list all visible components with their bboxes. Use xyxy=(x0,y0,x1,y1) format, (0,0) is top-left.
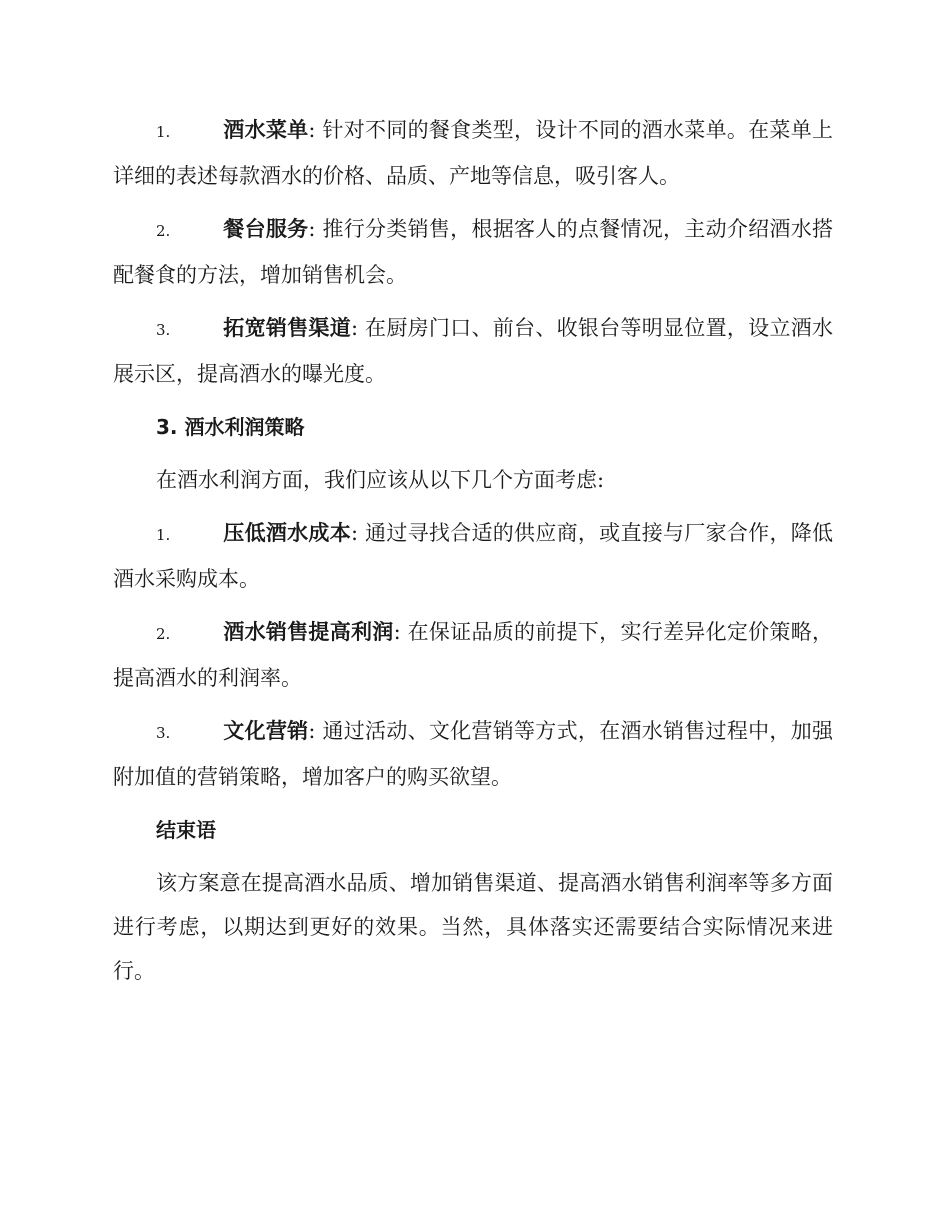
list-colon: : xyxy=(351,521,359,545)
list-text: 在厨房门口、前台、收银台等明显位置，设立酒水展示区，提高酒水的曝光度。 xyxy=(113,316,834,386)
list-item xyxy=(113,511,833,601)
list-item xyxy=(113,108,833,198)
list-term: 酒水菜单 xyxy=(223,118,309,142)
list-term: 文化营销 xyxy=(223,719,309,743)
list-colon: : xyxy=(308,118,316,142)
list-term: 酒水销售提高利润 xyxy=(223,620,394,644)
conclusion-text: 该方案意在提高酒水品质、增加销售渠道、提高酒水销售利润率等多方面进行考虑，以期达到更好的效果。当然，具体落实还需要结合实际情况来进行。 xyxy=(113,871,833,983)
list-text: 推行分类销售，根据客人的点餐情况，主动介绍酒水搭配餐食的方法，增加销售机会。 xyxy=(113,217,833,287)
list-item xyxy=(113,610,833,700)
list-item xyxy=(113,306,833,396)
list-text: 在保证品质的前提下，实行差异化定价策略，提高酒水的利润率。 xyxy=(113,620,834,690)
list-colon: : xyxy=(308,719,316,743)
list-number: 3. xyxy=(156,724,171,742)
section-intro: 在酒水利润方面，我们应该从以下几个方面考虑: xyxy=(156,468,605,492)
list-text: 针对不同的餐食类型，设计不同的酒水菜单。在菜单上详细的表述每款酒水的价格、品质、产地等信息，吸引客人。 xyxy=(113,118,833,188)
list-number: 1. xyxy=(156,123,171,141)
list-term: 拓宽销售渠道 xyxy=(223,316,351,340)
document-page xyxy=(113,108,833,1002)
section-heading: 3. 酒水利润策略 xyxy=(156,415,305,439)
list-number: 2. xyxy=(156,625,171,643)
list-number: 2. xyxy=(156,222,171,240)
list-colon: : xyxy=(351,316,359,340)
list-text: 通过活动、文化营销等方式，在酒水销售过程中，加强附加值的营销策略，增加客户的购买欲望。 xyxy=(113,719,833,789)
list-colon: : xyxy=(393,620,401,644)
conclusion-heading: 结束语 xyxy=(156,818,216,842)
list-term: 餐台服务 xyxy=(223,217,309,241)
list-number: 1. xyxy=(156,526,171,544)
list-number: 3. xyxy=(156,321,171,339)
list-term: 压低酒水成本 xyxy=(223,521,351,545)
list-colon: : xyxy=(308,217,316,241)
list-text: 通过寻找合适的供应商，或直接与厂家合作，降低酒水采购成本。 xyxy=(113,521,834,591)
list-item xyxy=(113,207,833,297)
list-item xyxy=(113,709,833,799)
